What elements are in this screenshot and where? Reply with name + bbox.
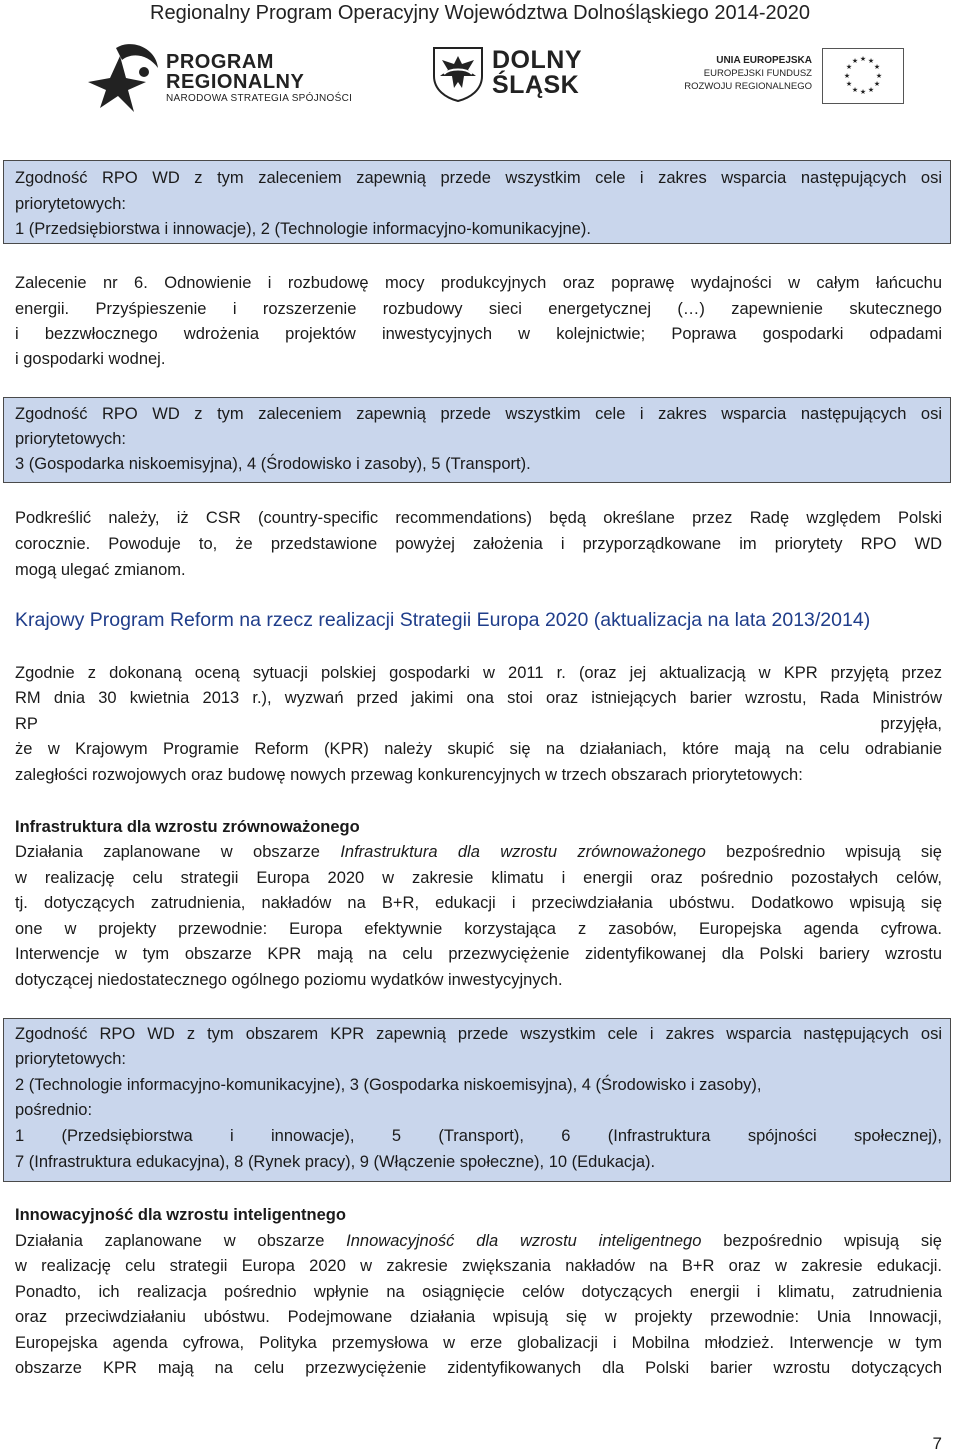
box3-line-2: priorytetowych: — [15, 1050, 126, 1068]
infra-line-1-b: bezpośrednio wpisują się — [705, 843, 942, 861]
infra-line-1 — [15, 839, 942, 865]
innov-line-3: Ponadto, ich realizacja pośrednio wpłynie na osiągnięcie celów dotyczących energii i klimatu, zatrudnienia — [15, 1283, 942, 1301]
box3-line-6: 7 (Infrastruktura edukacyjna), 8 (Rynek pracy), 9 (Włączenie społeczne), 10 (Edukacja). — [15, 1153, 656, 1171]
ue-label: UNIA EUROPEJSKA — [716, 55, 812, 66]
infra-line-1-italic: Infrastruktura dla wzrostu zrównoważonego — [340, 843, 706, 861]
csr-line-1: Podkreślić należy, iż CSR (country-specific recommendations) będą określane przez Radę względem Polski — [15, 509, 942, 527]
ue-efrr-logo — [672, 48, 908, 104]
star-flag-icon — [86, 42, 162, 114]
svg-text:★: ★ — [875, 72, 883, 80]
kpr-line-3b: przyjęła, — [880, 715, 942, 733]
svg-text:★: ★ — [845, 80, 853, 88]
program-label: PROGRAM — [166, 51, 274, 73]
svg-text:★: ★ — [859, 88, 867, 96]
regionalny-label: REGIONALNY — [166, 71, 305, 93]
svg-text:★: ★ — [859, 55, 867, 63]
innov-line-2: w realizację celu strategii Europa 2020 w zakresie zwiększania nakładów na B+R oraz w zakresie edukacji. — [15, 1257, 942, 1275]
slask-label: ŚLĄSK — [492, 71, 580, 99]
kpr-line-3a: RP — [15, 715, 38, 733]
rec6-line-3: i bezzwłocznego wdrożenia projektów inwestycyjnych w kolejnictwie; Poprawa gospodarki odpadami — [15, 325, 942, 343]
logo-bar — [0, 34, 960, 114]
box1-line-2: priorytetowych: — [15, 195, 126, 213]
innov-title: Innowacyjność dla wzrostu inteligentnego — [15, 1206, 346, 1224]
svg-text:★: ★ — [873, 80, 881, 88]
infra-line-1-a: Działania zaplanowane w obszarze — [15, 843, 341, 861]
box3-line-1: Zgodność RPO WD z tym obszarem KPR zapewnią przede wszystkim cele i zakres wsparcia następujących osi — [15, 1025, 942, 1043]
svg-text:★: ★ — [867, 86, 875, 94]
rec6-line-4: i gospodarki wodnej. — [15, 350, 166, 368]
box1-line-3: 1 (Przedsiębiorstwa i innowacje), 2 (Technologie informacyjno-komunikacyjne). — [15, 220, 591, 238]
svg-text:★: ★ — [851, 57, 859, 65]
eagle-crest-icon — [432, 46, 484, 102]
rec6-line-2: energii. Przyśpieszenie i rozszerzenie rozbudowy sieci energetycznej (…) zapewnienie skutecznego — [15, 300, 942, 318]
nss-label: NARODOWA STRATEGIA SPÓJNOŚCI — [166, 93, 353, 104]
innov-line-1-a: Działania zaplanowane w obszarze — [15, 1232, 347, 1250]
dolny-slask-logo — [432, 46, 612, 102]
kpr-heading: Krajowy Program Reform na rzecz realizacji Strategii Europa 2020 (aktualizacja na lata 2013/2014) — [15, 609, 871, 631]
infra-line-4: one w projekty przewodnie: Europa efektywnie korzystająca z zasobów, Europejska agenda cyfrowa. — [15, 920, 942, 938]
innov-line-1-italic: Innowacyjność dla wzrostu inteligentnego — [346, 1232, 702, 1250]
infra-title: Infrastruktura dla wzrostu zrównoważonego — [15, 818, 360, 836]
innov-line-6: obszarze KPR mają na celu przezwyciężenie zidentyfikowanych dla Polski barier wzrostu dotyczących — [15, 1359, 942, 1377]
innov-line-4: oraz przeciwdziałaniu ubóstwu. Podejmowane działania wpisują się w projekty przewodnie: Unia Innowacji, — [15, 1308, 942, 1326]
box3-line-3: 2 (Technologie informacyjno-komunikacyjne), 3 (Gospodarka niskoemisyjna), 4 (Środowisko i zasoby), — [15, 1076, 762, 1094]
kpr-line-5: zaległości rozwojowych oraz budowę nowych przewag konkurencyjnych w trzech obszarach priorytetowych: — [15, 766, 803, 784]
innov-line-1 — [15, 1228, 942, 1254]
efrr-label-2: ROZWOJU REGIONALNEGO — [684, 81, 812, 92]
infra-line-3: tj. dotyczących zatrudnienia, nakładów na B+R, edukacji i przeciwdziałania ubóstwu. Dodatkowo wpisują się — [15, 894, 942, 912]
innov-line-1-b: bezpośrednio wpisują się — [701, 1232, 942, 1250]
infra-line-6: dotyczącej niedostatecznego ogólnego poziomu wydatków inwestycyjnych. — [15, 971, 563, 989]
csr-line-2: corocznie. Powoduje to, że przedstawione powyżej założenia i przyporządkowane im priorytety RPO WD — [15, 535, 942, 553]
kpr-line-4: że w Krajowym Programie Reform (KPR) należy skupić się na działaniach, które mają na celu odrabianie — [15, 740, 942, 758]
box2-line-1: Zgodność RPO WD z tym zaleceniem zapewnią przede wszystkim cele i zakres wsparcia następujących osi — [15, 405, 942, 423]
svg-text:★: ★ — [845, 63, 853, 71]
box3-line-5: 1 (Przedsiębiorstwa i innowacje), 5 (Transport), 6 (Infrastruktura spójności społecznej), — [15, 1127, 942, 1145]
kpr-line-1: Zgodnie z dokonaną oceną sytuacji polskiej gospodarki w 2011 r. (oraz jej aktualizacją w KPR przyjętą przez — [15, 664, 942, 682]
svg-text:★: ★ — [843, 72, 851, 80]
svg-text:★: ★ — [867, 57, 875, 65]
program-regionalny-logo — [86, 42, 376, 112]
box2-line-2: priorytetowych: — [15, 430, 126, 448]
rec6-line-1: Zalecenie nr 6. Odnowienie i rozbudowę mocy produkcyjnych oraz poprawę wydajności w całym łańcuchu — [15, 274, 942, 292]
csr-line-3: mogą ulegać zmianom. — [15, 561, 186, 579]
infra-line-5: Interwencje w tym obszarze KPR mają na celu przezwyciężenie zidentyfikowanej dla Polski bariery wzrostu — [15, 945, 942, 963]
innov-line-5: Europejska agenda cyfrowa, Polityka przemysłowa w erze globalizacji i Mobilna młodzież. Interwencje w tym — [15, 1334, 942, 1352]
svg-text:★: ★ — [873, 63, 881, 71]
infra-line-2: w realizację celu strategii Europa 2020 w zakresie klimatu i energii oraz pośrednio pozostałych celów, — [15, 869, 942, 887]
eu-flag-icon — [822, 48, 904, 104]
kpr-line-2: RM dnia 30 kwietnia 2013 r.), wyzwań przed jakimi ona stoi oraz istniejących barier wzrostu, Rada Ministrów — [15, 689, 942, 707]
box2-line-3: 3 (Gospodarka niskoemisyjna), 4 (Środowisko i zasoby), 5 (Transport). — [15, 455, 531, 473]
running-header: Regionalny Program Operacyjny Województwa Dolnośląskiego 2014-2020 — [150, 2, 810, 24]
svg-text:★: ★ — [851, 86, 859, 94]
box3-line-4: pośrednio: — [15, 1101, 93, 1119]
efrr-label-1: EUROPEJSKI FUNDUSZ — [703, 68, 812, 79]
box1-line-1: Zgodność RPO WD z tym zaleceniem zapewnią przede wszystkim cele i zakres wsparcia następujących osi — [15, 169, 942, 187]
dolny-label: DOLNY — [492, 46, 582, 74]
page-number: 7 — [932, 1434, 942, 1453]
